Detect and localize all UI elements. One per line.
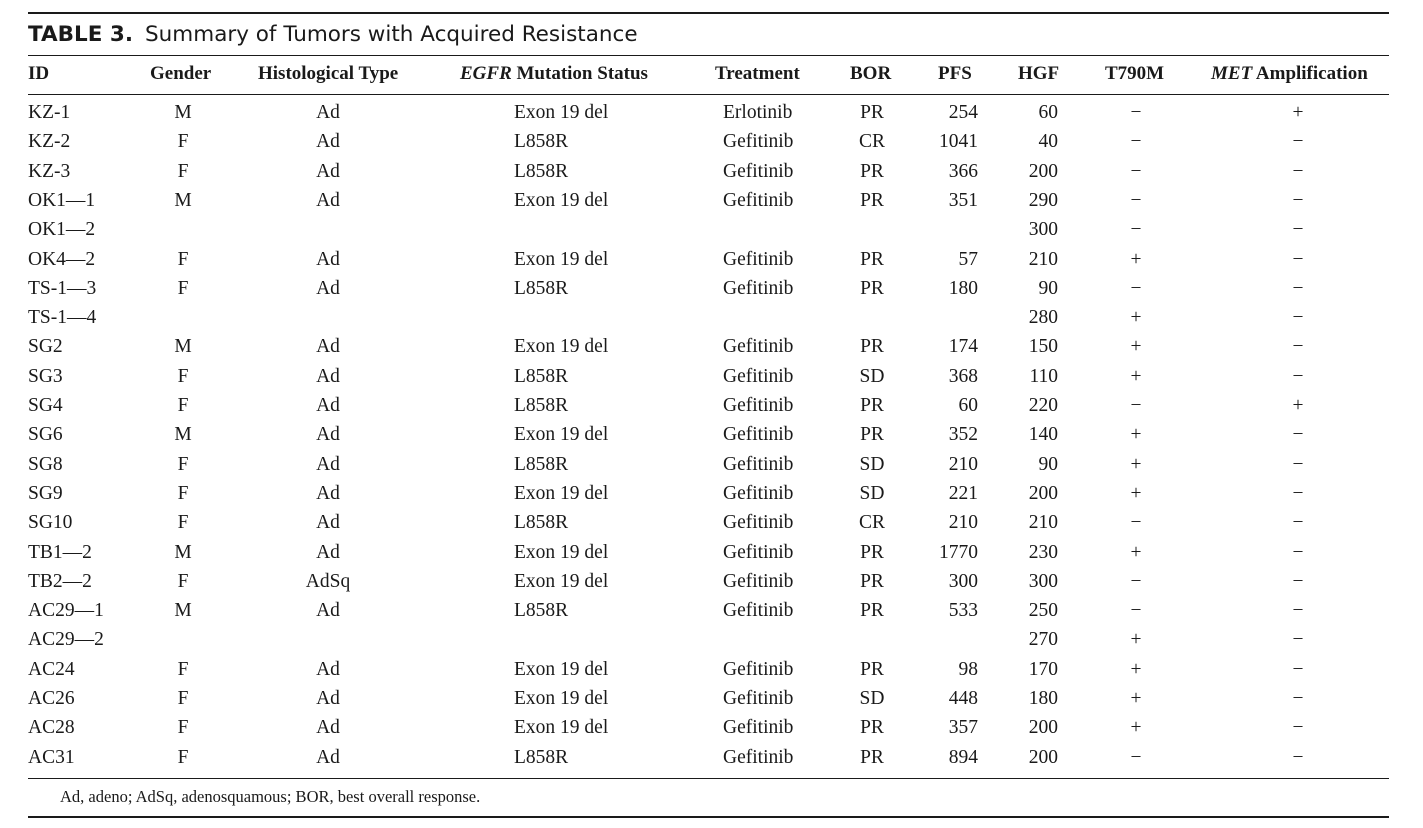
top-rule: [28, 12, 1389, 14]
cell-egfr-mutation: L858R: [514, 277, 569, 299]
cell-histological-type: Ad: [316, 688, 340, 709]
cell-egfr-mutation: [514, 216, 674, 244]
cell-hgf: 210: [1028, 248, 1058, 270]
header-treatment: Treatment: [715, 63, 800, 84]
cell-hgf: 220: [1028, 395, 1058, 416]
cell-hgf: 140: [1028, 424, 1058, 446]
cell-bor: PR: [860, 746, 884, 768]
cell-met-amplification: −: [1292, 688, 1304, 709]
cell-gender: F: [177, 658, 189, 680]
cell-bor: PR: [860, 600, 884, 622]
cell-egfr-mutation: Exon 19 del: [514, 424, 609, 446]
header-t790m: T790M: [1105, 63, 1165, 84]
cell-gender: F: [177, 512, 189, 534]
cell-met-amplification: −: [1292, 160, 1304, 182]
cell-treatment: Gefitinib: [723, 600, 794, 622]
cell-egfr-mutation: L858R: [514, 746, 569, 768]
cell-egfr-mutation: L858R: [514, 131, 569, 153]
cell-treatment: [723, 626, 833, 654]
table-caption: [28, 22, 638, 52]
cell-gender: F: [177, 277, 189, 299]
cell-histological-type: AdSq: [305, 570, 351, 592]
cell-treatment: Gefitinib: [723, 131, 794, 153]
cell-t790m: −: [1130, 570, 1142, 592]
header-met-gene: MET: [1211, 63, 1253, 84]
cell-id: TS-1—4: [28, 307, 97, 329]
cell-treatment: Gefitinib: [723, 189, 794, 211]
caption-rule: [28, 55, 1389, 56]
cell-treatment: [723, 304, 833, 332]
cell-met-amplification: −: [1292, 219, 1304, 241]
cell-treatment: Gefitinib: [723, 453, 794, 475]
cell-met-amplification: +: [1292, 395, 1304, 416]
cell-met-amplification: −: [1292, 717, 1304, 739]
cell-histological-type: Ad: [316, 395, 340, 416]
cell-hgf: 40: [1038, 131, 1058, 153]
header-egfr-gene: EGFR: [460, 63, 512, 84]
cell-treatment: Gefitinib: [723, 688, 794, 709]
cell-met-amplification: −: [1292, 336, 1304, 358]
cell-gender: F: [177, 395, 189, 416]
cell-pfs: 210: [948, 512, 978, 534]
cell-met-amplification: −: [1292, 746, 1304, 768]
header-egfr-mutation-status: [460, 63, 648, 89]
cell-pfs: 1041: [939, 131, 978, 153]
cell-bor: [846, 626, 898, 654]
cell-histological-type: Ad: [316, 746, 340, 768]
cell-met-amplification: −: [1292, 541, 1304, 563]
cell-egfr-mutation: Exon 19 del: [514, 189, 609, 211]
cell-histological-type: Ad: [316, 453, 340, 475]
cell-treatment: Gefitinib: [723, 160, 794, 182]
cell-bor: PR: [860, 336, 884, 358]
cell-pfs: [908, 626, 978, 654]
cell-id: AC24: [28, 658, 75, 680]
table-title: Summary of Tumors with Acquired Resistance: [145, 22, 638, 47]
cell-id: OK1—2: [28, 219, 96, 241]
cell-bor: PR: [860, 717, 884, 739]
cell-egfr-mutation: Exon 19 del: [514, 717, 609, 739]
bottom-rule: [28, 778, 1389, 779]
cell-pfs: 210: [948, 453, 978, 475]
header-pfs: PFS: [938, 63, 972, 84]
cell-bor: PR: [860, 424, 884, 446]
cell-egfr-mutation: L858R: [514, 453, 569, 475]
cell-bor: SD: [859, 482, 885, 504]
cell-hgf: 230: [1028, 541, 1058, 563]
header-bor: BOR: [850, 63, 892, 84]
cell-id: OK4—2: [28, 248, 96, 270]
cell-t790m: +: [1130, 453, 1142, 475]
cell-bor: [846, 304, 898, 332]
cell-bor: CR: [858, 131, 885, 153]
cell-egfr-mutation: [514, 626, 674, 654]
cell-histological-type: Ad: [316, 160, 340, 182]
header-histological-type: Histological Type: [258, 63, 399, 84]
cell-egfr-mutation: Exon 19 del: [514, 541, 609, 563]
cell-hgf: 150: [1028, 336, 1058, 358]
cell-hgf: 270: [1028, 629, 1058, 651]
cell-met-amplification: −: [1292, 453, 1304, 475]
cell-id: AC29—2: [28, 629, 104, 651]
cell-t790m: +: [1130, 307, 1142, 329]
cell-met-amplification: −: [1292, 512, 1304, 534]
cell-t790m: −: [1130, 512, 1142, 534]
cell-pfs: 300: [948, 570, 978, 592]
cell-bor: CR: [858, 512, 885, 534]
cell-met-amplification: −: [1292, 600, 1304, 622]
cell-treatment: Gefitinib: [723, 512, 794, 534]
header-met-amplification: [1211, 63, 1368, 89]
cell-id: TB1—2: [28, 541, 92, 563]
cell-egfr-mutation: L858R: [514, 365, 569, 387]
cell-hgf: 200: [1028, 160, 1058, 182]
cell-histological-type: Ad: [316, 658, 340, 680]
cell-histological-type: [278, 626, 378, 654]
cell-pfs: 174: [948, 336, 978, 358]
cell-histological-type: [278, 216, 378, 244]
cell-gender: M: [174, 424, 192, 446]
cell-id: SG8: [28, 453, 63, 475]
cell-t790m: −: [1130, 395, 1142, 416]
cell-pfs: 254: [948, 102, 978, 123]
cell-id: SG9: [28, 482, 63, 504]
cell-gender: F: [177, 453, 189, 475]
cell-bor: SD: [859, 688, 885, 709]
cell-id: KZ-3: [28, 160, 71, 182]
cell-bor: PR: [860, 658, 884, 680]
cell-id: TB2—2: [28, 570, 92, 592]
cell-histological-type: Ad: [316, 424, 340, 446]
cell-histological-type: Ad: [316, 365, 340, 387]
cell-t790m: +: [1130, 717, 1142, 739]
cell-met-amplification: −: [1292, 629, 1304, 651]
cell-t790m: +: [1130, 482, 1142, 504]
footer-rule: [28, 816, 1389, 818]
cell-treatment: Gefitinib: [723, 482, 794, 504]
cell-t790m: +: [1130, 365, 1142, 387]
cell-gender: F: [177, 248, 189, 270]
cell-met-amplification: −: [1292, 424, 1304, 446]
cell-egfr-mutation: L858R: [514, 512, 569, 534]
cell-egfr-mutation: Exon 19 del: [514, 482, 609, 504]
cell-hgf: 180: [1028, 688, 1058, 709]
cell-hgf: 200: [1028, 717, 1058, 739]
cell-id: AC28: [28, 717, 75, 739]
cell-pfs: 533: [948, 600, 978, 622]
header-egfr-rest: Mutation Status: [511, 63, 648, 84]
cell-gender: F: [177, 746, 189, 768]
cell-gender: F: [177, 570, 189, 592]
cell-gender: F: [177, 131, 189, 153]
cell-hgf: 170: [1028, 658, 1058, 680]
cell-t790m: +: [1130, 424, 1142, 446]
cell-egfr-mutation: Exon 19 del: [514, 570, 609, 592]
cell-pfs: 368: [948, 365, 978, 387]
cell-pfs: 894: [948, 746, 978, 768]
cell-egfr-mutation: Exon 19 del: [514, 688, 609, 709]
cell-hgf: 200: [1028, 482, 1058, 504]
cell-id: SG2: [28, 336, 63, 358]
cell-treatment: Gefitinib: [723, 277, 794, 299]
cell-hgf: 300: [1028, 570, 1058, 592]
header-id: ID: [28, 63, 50, 84]
cell-hgf: 250: [1028, 600, 1058, 622]
cell-treatment: Erlotinib: [723, 102, 793, 123]
cell-egfr-mutation: Exon 19 del: [514, 248, 609, 270]
cell-bor: PR: [860, 541, 884, 563]
cell-hgf: 210: [1028, 512, 1058, 534]
cell-met-amplification: −: [1292, 277, 1304, 299]
cell-pfs: 448: [948, 688, 978, 709]
cell-t790m: −: [1130, 219, 1142, 241]
cell-t790m: −: [1130, 160, 1142, 182]
cell-t790m: −: [1130, 189, 1142, 211]
cell-pfs: 351: [948, 189, 978, 211]
cell-histological-type: Ad: [316, 541, 340, 563]
cell-id: KZ-1: [28, 102, 71, 123]
cell-histological-type: Ad: [316, 102, 340, 123]
cell-bor: PR: [860, 277, 884, 299]
cell-histological-type: Ad: [316, 248, 340, 270]
cell-pfs: 98: [958, 658, 978, 680]
cell-bor: PR: [860, 570, 884, 592]
cell-bor: PR: [860, 395, 884, 416]
cell-treatment: [723, 216, 833, 244]
cell-pfs: 57: [958, 248, 978, 270]
cell-egfr-mutation: Exon 19 del: [514, 658, 609, 680]
cell-histological-type: Ad: [316, 336, 340, 358]
cell-pfs: 180: [948, 277, 978, 299]
cell-bor: PR: [860, 160, 884, 182]
cell-met-amplification: −: [1292, 189, 1304, 211]
cell-histological-type: Ad: [316, 512, 340, 534]
cell-t790m: +: [1130, 629, 1142, 651]
cell-id: AC26: [28, 688, 75, 709]
cell-gender: [154, 626, 212, 654]
cell-hgf: 90: [1038, 453, 1058, 475]
cell-treatment: Gefitinib: [723, 717, 794, 739]
cell-gender: F: [177, 160, 189, 182]
cell-hgf: 110: [1029, 365, 1058, 387]
cell-met-amplification: +: [1292, 102, 1304, 123]
cell-treatment: Gefitinib: [723, 746, 794, 768]
cell-hgf: 290: [1028, 189, 1058, 211]
table-footnote: Ad, adeno; AdSq, adenosquamous; BOR, best overall response.: [60, 787, 481, 806]
cell-egfr-mutation: L858R: [514, 600, 569, 622]
cell-t790m: +: [1130, 541, 1142, 563]
cell-t790m: −: [1130, 102, 1142, 123]
cell-hgf: 300: [1028, 219, 1058, 241]
cell-met-amplification: −: [1292, 658, 1304, 680]
cell-gender: F: [177, 717, 189, 739]
cell-t790m: −: [1130, 746, 1142, 768]
cell-hgf: 280: [1028, 307, 1058, 329]
cell-treatment: Gefitinib: [723, 336, 794, 358]
cell-met-amplification: −: [1292, 365, 1304, 387]
cell-histological-type: Ad: [316, 277, 340, 299]
cell-pfs: 366: [948, 160, 978, 182]
cell-gender: M: [174, 541, 192, 563]
cell-treatment: Gefitinib: [723, 365, 794, 387]
cell-egfr-mutation: L858R: [514, 395, 569, 416]
cell-id: AC29—1: [28, 600, 104, 622]
cell-gender: F: [177, 365, 189, 387]
cell-id: OK1—1: [28, 189, 96, 211]
cell-t790m: +: [1130, 658, 1142, 680]
cell-t790m: +: [1130, 688, 1142, 709]
cell-gender: M: [174, 600, 192, 622]
cell-pfs: 60: [958, 395, 978, 416]
cell-bor: [846, 216, 898, 244]
header-hgf: HGF: [1018, 63, 1060, 84]
cell-id: SG6: [28, 424, 63, 446]
cell-bor: PR: [860, 102, 884, 123]
cell-t790m: −: [1130, 131, 1142, 153]
cell-gender: F: [177, 482, 189, 504]
cell-gender: F: [177, 688, 189, 709]
cell-histological-type: Ad: [316, 482, 340, 504]
cell-hgf: 200: [1028, 746, 1058, 768]
cell-id: SG3: [28, 365, 63, 387]
cell-histological-type: Ad: [316, 717, 340, 739]
cell-id: KZ-2: [28, 131, 71, 153]
cell-met-amplification: −: [1292, 482, 1304, 504]
cell-id: SG10: [28, 512, 73, 534]
cell-pfs: 352: [948, 424, 978, 446]
cell-met-amplification: −: [1292, 248, 1304, 270]
cell-gender: [154, 216, 212, 244]
cell-met-amplification: −: [1292, 131, 1304, 153]
header-gender: Gender: [150, 63, 212, 84]
cell-bor: PR: [860, 248, 884, 270]
cell-pfs: [908, 304, 978, 332]
cell-t790m: −: [1130, 277, 1142, 299]
cell-bor: SD: [859, 453, 885, 475]
cell-histological-type: Ad: [316, 131, 340, 153]
cell-t790m: −: [1130, 600, 1142, 622]
cell-t790m: +: [1130, 336, 1142, 358]
cell-t790m: +: [1130, 248, 1142, 270]
cell-gender: M: [174, 336, 192, 358]
cell-histological-type: Ad: [316, 189, 340, 211]
cell-bor: PR: [860, 189, 884, 211]
cell-pfs: 357: [948, 717, 978, 739]
cell-histological-type: [278, 304, 378, 332]
cell-treatment: Gefitinib: [723, 541, 794, 563]
cell-pfs: 221: [948, 482, 978, 504]
header-rule: [28, 94, 1389, 95]
cell-gender: M: [174, 102, 192, 123]
cell-id: AC31: [28, 746, 75, 768]
cell-hgf: 60: [1038, 102, 1058, 123]
cell-treatment: Gefitinib: [723, 395, 794, 416]
cell-treatment: Gefitinib: [723, 248, 794, 270]
cell-treatment: Gefitinib: [723, 570, 794, 592]
cell-gender: M: [174, 189, 192, 211]
cell-treatment: Gefitinib: [723, 424, 794, 446]
cell-egfr-mutation: Exon 19 del: [514, 336, 609, 358]
cell-met-amplification: −: [1292, 307, 1304, 329]
cell-gender: [154, 304, 212, 332]
header-met-rest: Amplification: [1252, 63, 1368, 84]
cell-met-amplification: −: [1292, 570, 1304, 592]
cell-egfr-mutation: Exon 19 del: [514, 102, 609, 123]
cell-pfs: 1770: [939, 541, 978, 563]
cell-id: TS-1—3: [28, 277, 97, 299]
cell-treatment: Gefitinib: [723, 658, 794, 680]
cell-hgf: 90: [1038, 277, 1058, 299]
cell-egfr-mutation: [514, 304, 674, 332]
table-label: TABLE 3.: [28, 22, 134, 47]
cell-id: SG4: [28, 395, 63, 416]
cell-egfr-mutation: L858R: [514, 160, 569, 182]
cell-bor: SD: [859, 365, 885, 387]
cell-histological-type: Ad: [316, 600, 340, 622]
cell-pfs: [908, 216, 978, 244]
